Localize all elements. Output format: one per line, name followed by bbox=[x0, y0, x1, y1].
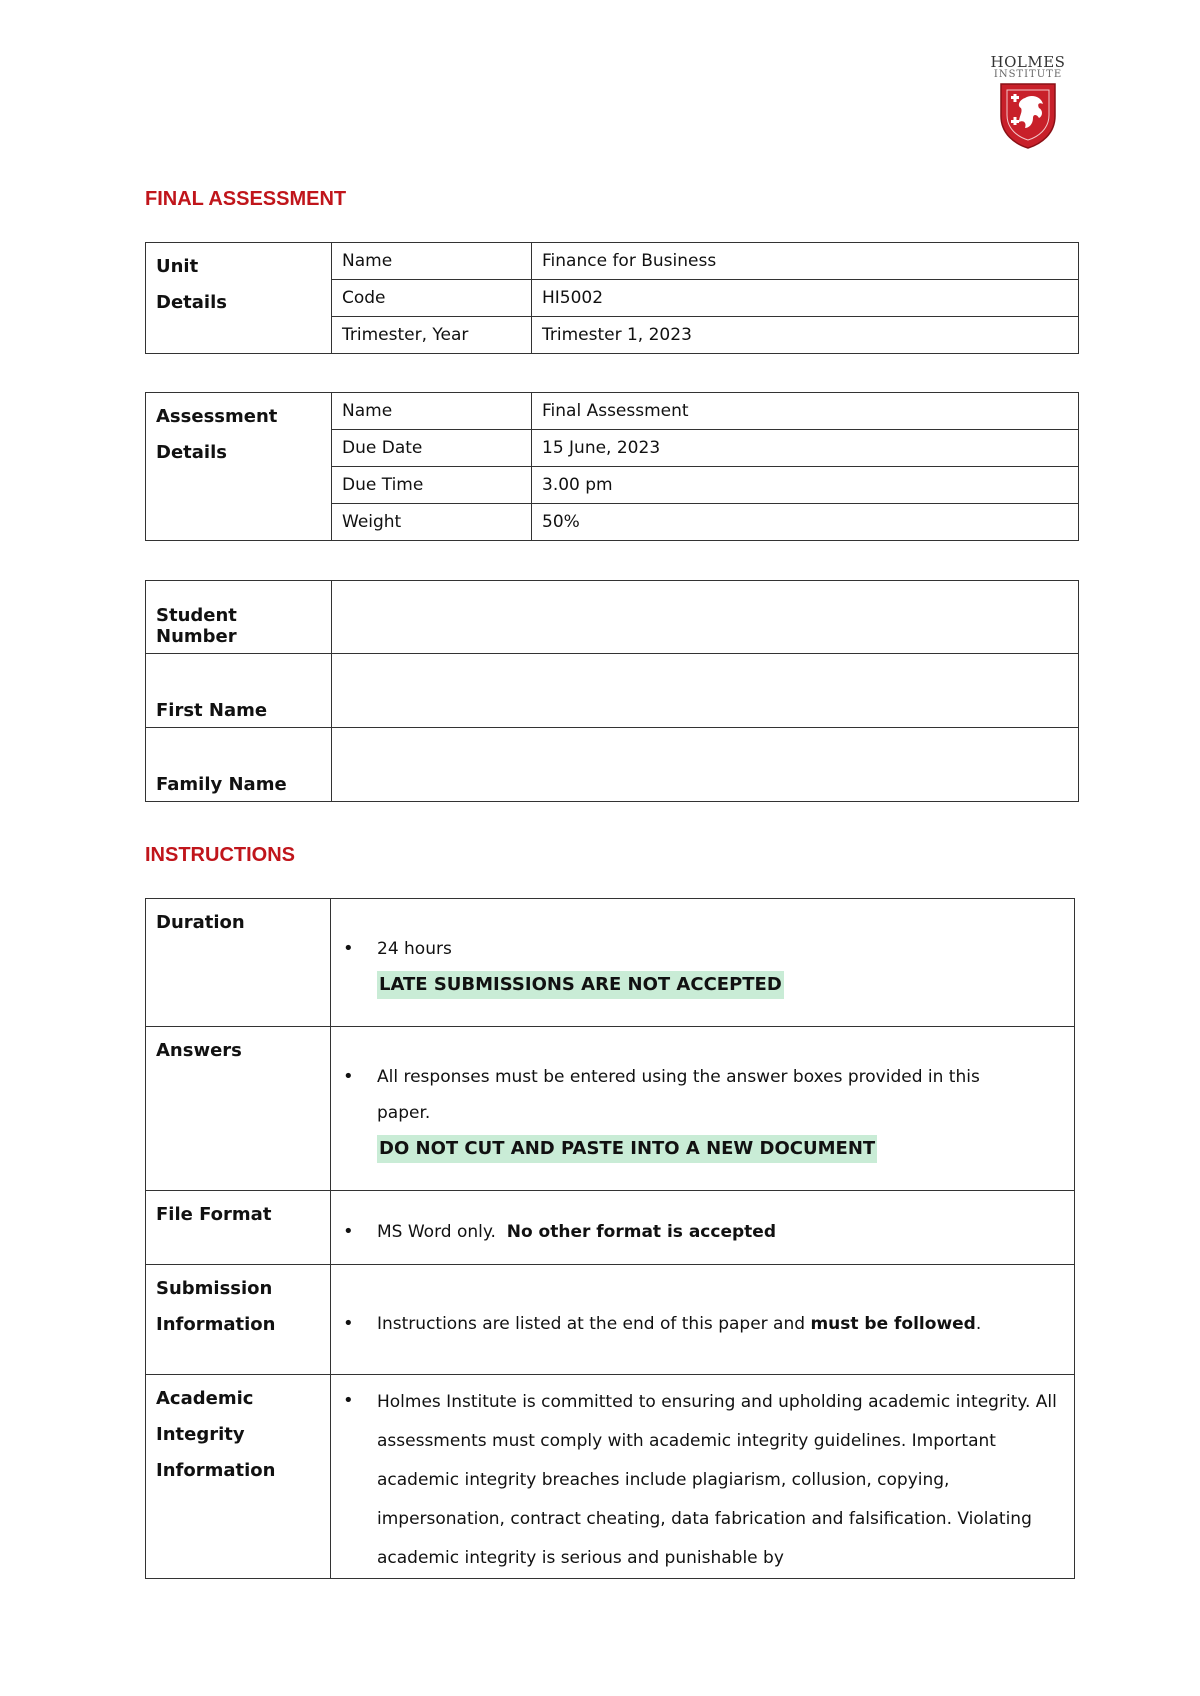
unit-name-key: Name bbox=[332, 243, 532, 280]
logo-subtitle: INSTITUTE bbox=[993, 69, 1063, 80]
student-number-field[interactable] bbox=[332, 581, 1079, 654]
academic-integrity-label: Academic Integrity Information bbox=[146, 1375, 331, 1579]
family-name-label: Family Name bbox=[146, 728, 332, 802]
bullet-icon: • bbox=[343, 1312, 354, 1334]
weight-key: Weight bbox=[332, 504, 532, 541]
submission-label: Submission Information bbox=[146, 1265, 331, 1375]
answers-row bbox=[146, 1027, 1075, 1191]
student-info-table bbox=[145, 580, 1079, 802]
first-name-field[interactable] bbox=[332, 654, 1079, 728]
bullet-icon: • bbox=[343, 1220, 354, 1242]
assessment-name-value: Final Assessment bbox=[532, 393, 1079, 430]
due-time-key: Due Time bbox=[332, 467, 532, 504]
crest-icon bbox=[997, 82, 1059, 150]
duration-content bbox=[331, 899, 1075, 1027]
unit-trimester-value: Trimester 1, 2023 bbox=[532, 317, 1079, 354]
no-cut-paste-warning: DO NOT CUT AND PASTE INTO A NEW DOCUMENT bbox=[377, 1135, 877, 1163]
page-title: FINAL ASSESSMENT bbox=[145, 188, 347, 210]
answers-label: Answers bbox=[146, 1027, 331, 1191]
due-date-key: Due Date bbox=[332, 430, 532, 467]
unit-code-key: Code bbox=[332, 280, 532, 317]
duration-row bbox=[146, 899, 1075, 1027]
submission-end: . bbox=[975, 1313, 982, 1334]
logo-name: HOLMES bbox=[990, 53, 1066, 71]
submission-strong: must be followed bbox=[810, 1313, 976, 1334]
weight-value: 50% bbox=[532, 504, 1079, 541]
due-time-value: 3.00 pm bbox=[532, 467, 1079, 504]
file-format-text: MS Word only. bbox=[377, 1221, 496, 1242]
answers-text: All responses must be entered using the answer boxes provided in this paper. bbox=[377, 1066, 980, 1123]
academic-integrity-content bbox=[331, 1375, 1075, 1579]
file-format-content bbox=[331, 1191, 1075, 1265]
submission-text: Instructions are listed at the end of this paper and bbox=[377, 1313, 806, 1334]
submission-row bbox=[146, 1265, 1075, 1375]
bullet-icon: • bbox=[343, 937, 354, 959]
academic-integrity-text: Holmes Institute is committed to ensuring and upholding academic integrity. All assessments must comply with academic integrity guidelines. Important academic integrity breaches include plagiarism, collusion, copying, impersonation, contract cheating, data fabrication and falsification. Violating academic integrity is serious and punishable by bbox=[377, 1392, 1057, 1568]
assessment-name-key: Name bbox=[332, 393, 532, 430]
unit-details-label: Unit Details bbox=[146, 243, 332, 354]
unit-code-value: HI5002 bbox=[532, 280, 1079, 317]
unit-name-value: Finance for Business bbox=[532, 243, 1079, 280]
bullet-icon: • bbox=[343, 1390, 354, 1411]
duration-text: 24 hours bbox=[377, 938, 452, 959]
student-number-label: Student Number bbox=[146, 581, 332, 654]
due-date-value: 15 June, 2023 bbox=[532, 430, 1079, 467]
late-submission-warning: LATE SUBMISSIONS ARE NOT ACCEPTED bbox=[377, 971, 784, 999]
answers-content bbox=[331, 1027, 1075, 1191]
file-format-row bbox=[146, 1191, 1075, 1265]
academic-integrity-row bbox=[146, 1375, 1075, 1579]
duration-label: Duration bbox=[146, 899, 331, 1027]
assessment-details-label: Assessment Details bbox=[146, 393, 332, 541]
instructions-title: INSTRUCTIONS bbox=[145, 844, 295, 866]
first-name-label: First Name bbox=[146, 654, 332, 728]
file-format-label: File Format bbox=[146, 1191, 331, 1265]
submission-content bbox=[331, 1265, 1075, 1375]
unit-details-table bbox=[145, 242, 1079, 354]
file-format-strong: No other format is accepted bbox=[506, 1221, 776, 1242]
holmes-logo bbox=[990, 54, 1066, 150]
instructions-table bbox=[145, 898, 1075, 1579]
unit-trimester-key: Trimester, Year bbox=[332, 317, 532, 354]
assessment-details-table bbox=[145, 392, 1079, 541]
family-name-field[interactable] bbox=[332, 728, 1079, 802]
bullet-icon: • bbox=[343, 1065, 354, 1087]
